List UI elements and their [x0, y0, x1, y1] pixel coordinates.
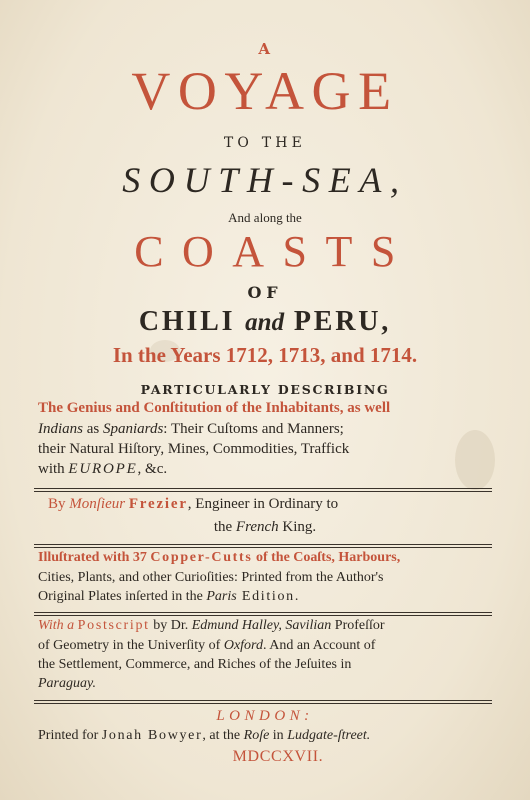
illustrated-plates: Original Plates inſerted in the [38, 589, 207, 604]
author-line-1 [48, 496, 338, 513]
imprint-city: LONDON: [216, 708, 314, 724]
imprint-at-the: , at the [202, 728, 244, 743]
illustrated-line-2: Cities, Plants, and other Curioſities: Printed from the Author's [38, 570, 384, 585]
description-indians: Indians [38, 421, 83, 437]
title-and: and [245, 309, 285, 336]
illustrated-edition: Edition. [236, 589, 301, 604]
postscript-line-3: the Settlement, Commerce, and Riches of the Jeſuites in [38, 657, 352, 672]
imprint-line [38, 728, 370, 744]
postscript-geometry: of Geometry in the Univerſity of [38, 638, 224, 653]
author-line-2 [0, 519, 530, 536]
divider-rule [34, 544, 492, 548]
imprint-street: Ludgate-ſtreet. [287, 728, 371, 743]
description-line-4 [38, 461, 167, 478]
illustrated-paris: Paris [206, 589, 237, 604]
author-by: By [48, 496, 70, 512]
title-of: OF [247, 283, 283, 302]
description-spaniards: Spaniards [103, 421, 164, 437]
title-chili-peru [0, 305, 530, 340]
divider-rule [34, 612, 492, 616]
title-south-sea: SOUTH-SEA, [122, 160, 408, 200]
imprint-year: MDCCXVII. [232, 748, 324, 765]
postscript-account: . And an Account of [263, 638, 376, 653]
title-voyage: VOYAGE [131, 61, 399, 121]
imprint-rose: Roſe [243, 728, 270, 743]
postscript-halley: Edmund Halley, Savilian [191, 618, 332, 633]
title-peru: PERU, [284, 306, 392, 337]
divider-rule [34, 488, 492, 492]
imprint-in: in [269, 728, 288, 743]
title-chili: CHILI [138, 306, 246, 337]
author-the: the [213, 519, 236, 535]
description-with: with [38, 461, 69, 477]
author-monsieur: Monſieur [69, 496, 129, 512]
title-article: A [258, 40, 272, 58]
paper-stain [455, 430, 495, 490]
description-as: as [83, 421, 103, 437]
postscript-oxford: Oxford [223, 638, 263, 653]
description-line-2 [38, 421, 344, 438]
author-name: Frezier [128, 496, 188, 512]
description-etc: , &c. [137, 461, 168, 477]
description-customs: : Their Cuſtoms and Manners; [163, 421, 344, 437]
illustrated-with: Illuſtrated with 37 [38, 550, 151, 565]
title-and-along: And along the [228, 210, 302, 225]
description-line-1: The Genius and Conſtitution of the Inhabitants, as well [38, 400, 391, 416]
description-europe: EUROPE [68, 461, 138, 477]
imprint-printer: Jonah Bowyer [101, 728, 203, 743]
postscript-line-4: Paraguay. [38, 676, 96, 691]
author-king: King. [278, 519, 317, 535]
title-coasts: COASTS [134, 227, 414, 276]
imprint-printed-for: Printed for [38, 728, 102, 743]
postscript-with: With a [38, 618, 78, 633]
illustrated-line-1 [38, 550, 400, 566]
title-years: In the Years 1712, 1713, and 1714. [112, 343, 418, 367]
postscript-line-1 [38, 618, 385, 634]
illustrated-copper-cutts: Copper-Cutts [150, 550, 253, 565]
description-heading: PARTICULARLY DESCRIBING [140, 382, 390, 397]
postscript-line-2 [38, 638, 375, 654]
title-to-the: TO THE [223, 135, 307, 151]
postscript-by: by Dr. [149, 618, 192, 633]
author-role: , Engineer in Ordinary to [187, 496, 339, 512]
divider-rule [34, 700, 492, 704]
postscript-professor: Profeſſor [331, 618, 385, 633]
illustrated-coasts: of the Coaſts, Harbours, [252, 550, 401, 565]
description-line-3: their Natural Hiſtory, Mines, Commodities, Traffick [38, 441, 350, 457]
postscript-label: Postscript [77, 618, 150, 633]
author-french: French [235, 519, 279, 535]
illustrated-line-3 [38, 589, 300, 605]
